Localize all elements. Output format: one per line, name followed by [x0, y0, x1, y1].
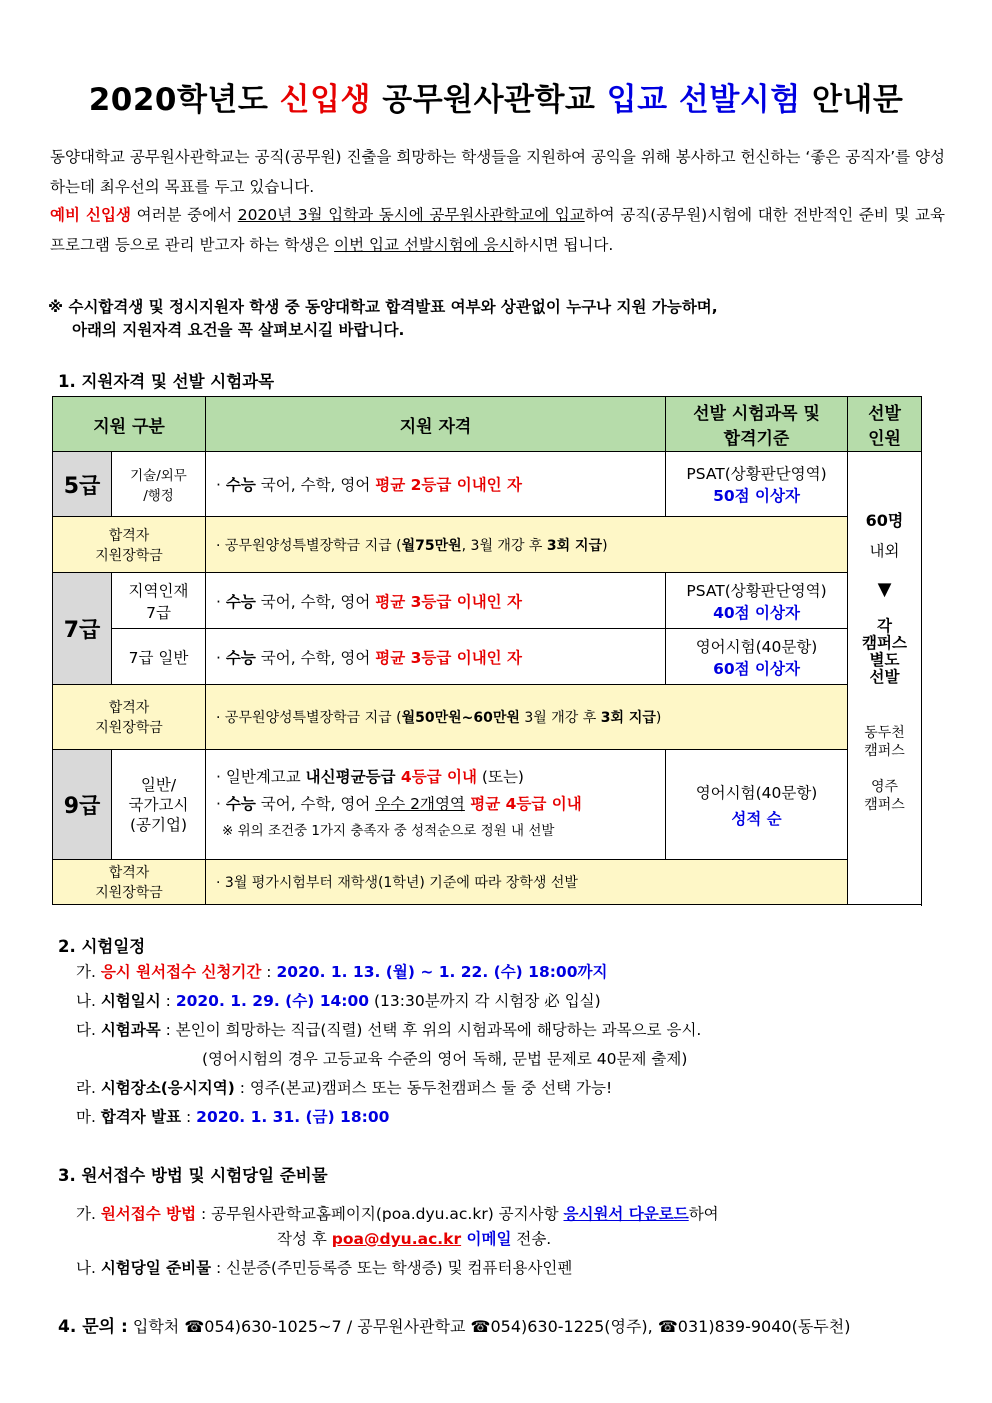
grade-7a-exam: PSAT(상황판단영역) 40점 이상자 [666, 573, 848, 629]
grade-9-scholarship-label: 합격자 지원장학금 [53, 860, 206, 905]
table-row [53, 750, 922, 860]
header-qualification: 지원 자격 [206, 397, 666, 452]
table-row [53, 629, 922, 685]
table-row [53, 860, 922, 905]
page-title: 2020학년도 신입생 공무원사관학교 입교 선발시험 안내문 [88, 82, 904, 118]
table-row [53, 452, 922, 517]
header-quota: 선발 인원 [848, 397, 922, 452]
grade-7-label: 7급 [53, 573, 112, 685]
intro-paragraph-1: 동양대학교 공무원사관학교는 공직(공무원) 진출을 희망하는 학생들을 지원하여 공익을 위해 봉사하고 헌신하는 ‘좋은 공직자’를 양성하는데 최우선의 목표를 두고 있습니다. [50, 148, 945, 196]
grade-7b-exam: 영어시험(40문항) 60점 이상자 [666, 629, 848, 685]
grade-5-label: 5급 [53, 452, 112, 517]
grade-5-scholarship-text: · 공무원양성특별장학금 지급 (월75만원, 3월 개강 후 3회 지급) [206, 517, 848, 573]
schedule-exam-datetime: 나. 시험일시 : 2020. 1. 29. (수) 14:00 (13:30분까지 각 시험장 必 입실) [76, 992, 601, 1010]
down-arrow-icon: ▼ [877, 579, 892, 600]
grade-9-scholarship-text: · 3월 평가시험부터 재학생(1학년) 기준에 따라 장학생 선발 [206, 860, 848, 905]
intro-paragraph-2: 예비 신입생 여러분 중에서 2020년 3월 입학과 동시에 공무원사관학교에 입교하여 공직(공무원)시험에 대한 전반적인 준비 및 교육프로그램 등으로 관리 받고자 하는 학생은 이번 입교 선발시험에 응시하시면 됩니다. [50, 206, 945, 254]
qualification-table [52, 396, 922, 905]
schedule-results: 마. 합격자 발표 : 2020. 1. 31. (금) 18:00 [76, 1108, 390, 1126]
grade-7-sub-b: 7급 일반 [112, 629, 206, 685]
contact-info: 4. 문의 : 입학처 ☎054)630-1025~7 / 공무원사관학교 ☎054)630-1225(영주), ☎031)839-9040(동두천) [58, 1317, 851, 1337]
grade-9-qualification: · 일반계고교 내신평균등급 4등급 이내 (또는) · 수능 국어, 수학, 영어 우수 2개영역 평균 4등급 이내 ※ 위의 조건중 1가지 충족자 중 성적순으로 정원 내 선발 [206, 750, 666, 860]
grade-7a-qualification: · 수능 국어, 수학, 영어 평균 3등급 이내인 자 [206, 573, 666, 629]
grade-5-scholarship-label: 합격자 지원장학금 [53, 517, 206, 573]
section-1-title: 1. 지원자격 및 선발 시험과목 [58, 372, 275, 391]
grade-7-sub-a: 지역인재 7급 [112, 573, 206, 629]
grade-7-scholarship-label: 합격자 지원장학금 [53, 685, 206, 750]
quota-cell: 60명 내외 ▼ 각 캠퍼스 별도 선발 동두천 캠퍼스 영주 캠퍼스 [848, 452, 922, 905]
schedule-exam-subject: 다. 시험과목 : 본인이 희망하는 직급(직렬) 선택 후 위의 시험과목에 해당하는 과목으로 응시. [76, 1021, 702, 1039]
table-row [53, 685, 922, 750]
phone-icon: ☎ [657, 1317, 678, 1336]
header-exam: 선발 시험과목 및 합격기준 [666, 397, 848, 452]
table-row [53, 573, 922, 629]
phone-icon: ☎ [184, 1317, 205, 1336]
grade-7b-qualification: · 수능 국어, 수학, 영어 평균 3등급 이내인 자 [206, 629, 666, 685]
schedule-exam-subject-note: (영어시험의 경우 고등교육 수준의 영어 독해, 문법 문제로 40문제 출제) [202, 1050, 688, 1068]
application-method-line2: 작성 후 poa@dyu.ac.kr 이메일 전송. [277, 1230, 552, 1248]
header-category: 지원 구분 [53, 397, 206, 452]
grade-5-qualification: · 수능 국어, 수학, 영어 평균 2등급 이내인 자 [206, 452, 666, 517]
table-row [53, 517, 922, 573]
schedule-application-period: 가. 응시 원서접수 신청기간 : 2020. 1. 13. (월) ~ 1. 22. (수) 18:00까지 [76, 963, 608, 981]
grade-7-scholarship-text: · 공무원양성특별장학금 지급 (월50만원~60만원 3월 개강 후 3회 지급) [206, 685, 848, 750]
section-3-title: 3. 원서접수 방법 및 시험당일 준비물 [58, 1166, 328, 1185]
notice-box: ※ 수시합격생 및 정시지원자 학생 중 동양대학교 합격발표 여부와 상관없이 누구나 지원 가능하며, 아래의 지원자격 요건을 꼭 살펴보시길 바랍니다. [48, 298, 718, 339]
grade-5-sub: 기술/외무 /행정 [112, 452, 206, 517]
grade-9-exam: 영어시험(40문항) 성적 순 [666, 750, 848, 860]
download-form-link[interactable]: 응시원서 다운로드 [563, 1205, 689, 1223]
exam-day-items: 나. 시험당일 준비물 : 신분증(주민등록증 또는 학생증) 및 컴퓨터용사인펜 [76, 1259, 573, 1277]
grade-5-exam: PSAT(상황판단영역) 50점 이상자 [666, 452, 848, 517]
table-header-row [53, 397, 922, 452]
schedule-exam-location: 라. 시험장소(응시지역) : 영주(본교)캠퍼스 또는 동두천캠퍼스 둘 중 선택 가능! [76, 1079, 613, 1097]
email-link[interactable]: poa@dyu.ac.kr [331, 1230, 462, 1248]
section-2-title: 2. 시험일정 [58, 937, 146, 956]
grade-9-sub: 일반/ 국가고시 (공기업) [112, 750, 206, 860]
grade-9-label: 9급 [53, 750, 112, 860]
phone-icon: ☎ [470, 1317, 491, 1336]
application-method: 가. 원서접수 방법 : 공무원사관학교홈페이지(poa.dyu.ac.kr) 공지사항 응시원서 다운로드하여 [76, 1205, 719, 1223]
